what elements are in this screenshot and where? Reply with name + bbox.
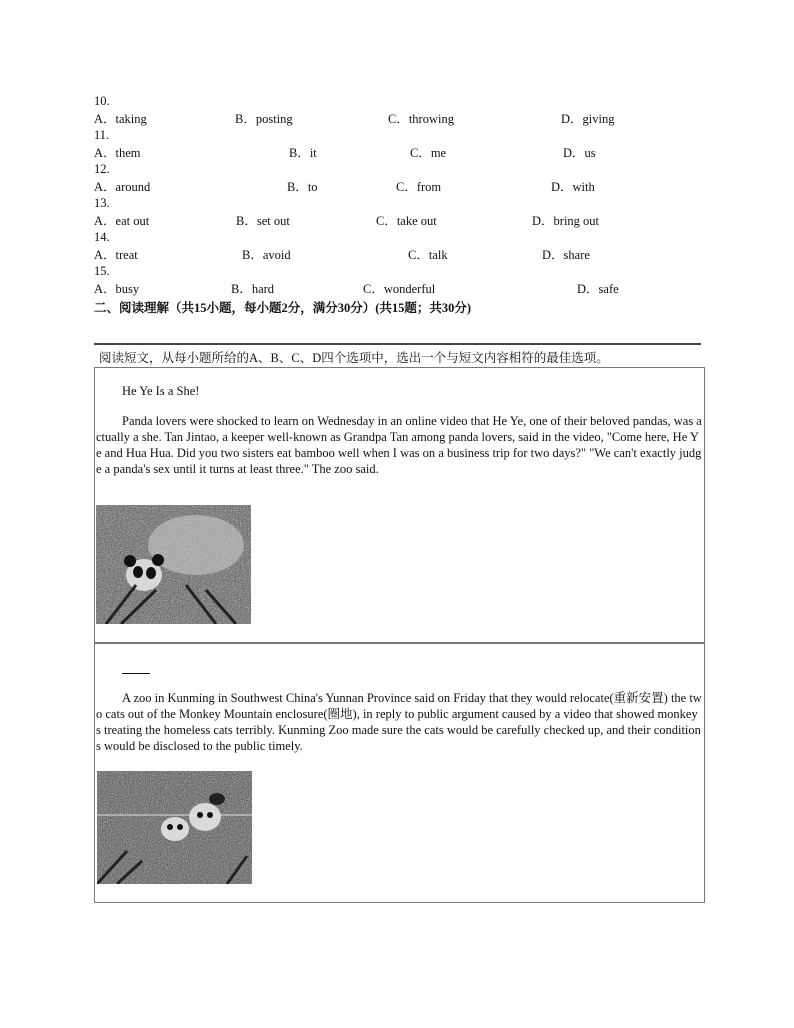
option-c[interactable]: C．wonderful — [363, 282, 436, 296]
question-number: 10. — [94, 94, 110, 108]
passage-body: A zoo in Kunming in Southwest China's Yunnan Province said on Friday that they would relocate(重新安置) the two cats out of the Monkey Mountain enclosure(圈地), in reply to public argument caused by a video that showed monkeys treating the homeless cats terribly. Kunming Zoo made sure the cats would be carefully checked up, and their conditions would be disclosed to the public timely. — [96, 691, 702, 753]
question-number: 14. — [94, 230, 110, 244]
option-b[interactable]: B．hard — [231, 282, 275, 296]
option-b[interactable]: B．avoid — [242, 248, 291, 262]
section-heading: 二、阅读理解（共15小题，每小题2分，满分30分）(共15题；共30分) — [94, 301, 472, 315]
option-d[interactable]: D．share — [542, 248, 590, 262]
option-d[interactable]: D．us — [563, 146, 596, 160]
option-b[interactable]: B．posting — [235, 112, 293, 126]
option-b[interactable]: B．it — [289, 146, 317, 160]
option-d[interactable]: D．with — [551, 180, 595, 194]
option-c[interactable]: C．take out — [376, 214, 437, 228]
question-number: 15. — [94, 264, 110, 278]
option-a[interactable]: A．around — [94, 180, 151, 194]
option-b[interactable]: B．set out — [236, 214, 290, 228]
option-c[interactable]: C．me — [410, 146, 447, 160]
option-b[interactable]: B．to — [287, 180, 318, 194]
option-a[interactable]: A．taking — [94, 112, 147, 126]
section-divider — [94, 343, 701, 345]
title-blank — [122, 673, 150, 674]
option-a[interactable]: A．busy — [94, 282, 140, 296]
option-c[interactable]: C．from — [396, 180, 442, 194]
passage-body: Panda lovers were shocked to learn on Wednesday in an online video that He Ye, one of their beloved pandas, was actually a she. Tan Jintao, a keeper well-known as Grandpa Tan among panda lovers, said in the video, "Come here, He Ye and Hua Hua. Did you two sisters eat bamboo well when I was on a business trip for two days?" "We can't exactly judge a panda's sex until it turns at least three." The zoo said. — [96, 414, 702, 476]
question-number: 12. — [94, 162, 110, 176]
option-d[interactable]: D．safe — [577, 282, 619, 296]
option-d[interactable]: D．giving — [561, 112, 615, 126]
option-c[interactable]: C．throwing — [388, 112, 454, 126]
cats-photo — [97, 771, 252, 884]
passage-title: He Ye Is a She! — [122, 384, 200, 398]
instruction-text: 阅读短文，从每小题所给的A、B、C、D四个选项中，选出一个与短文内容相符的最佳选项。 — [99, 351, 609, 365]
option-a[interactable]: A．them — [94, 146, 141, 160]
option-a[interactable]: A．treat — [94, 248, 138, 262]
option-c[interactable]: C．talk — [408, 248, 448, 262]
option-a[interactable]: A．eat out — [94, 214, 150, 228]
panda-photo — [96, 505, 251, 624]
question-number: 13. — [94, 196, 110, 210]
option-d[interactable]: D．bring out — [532, 214, 600, 228]
question-number: 11. — [94, 128, 110, 142]
